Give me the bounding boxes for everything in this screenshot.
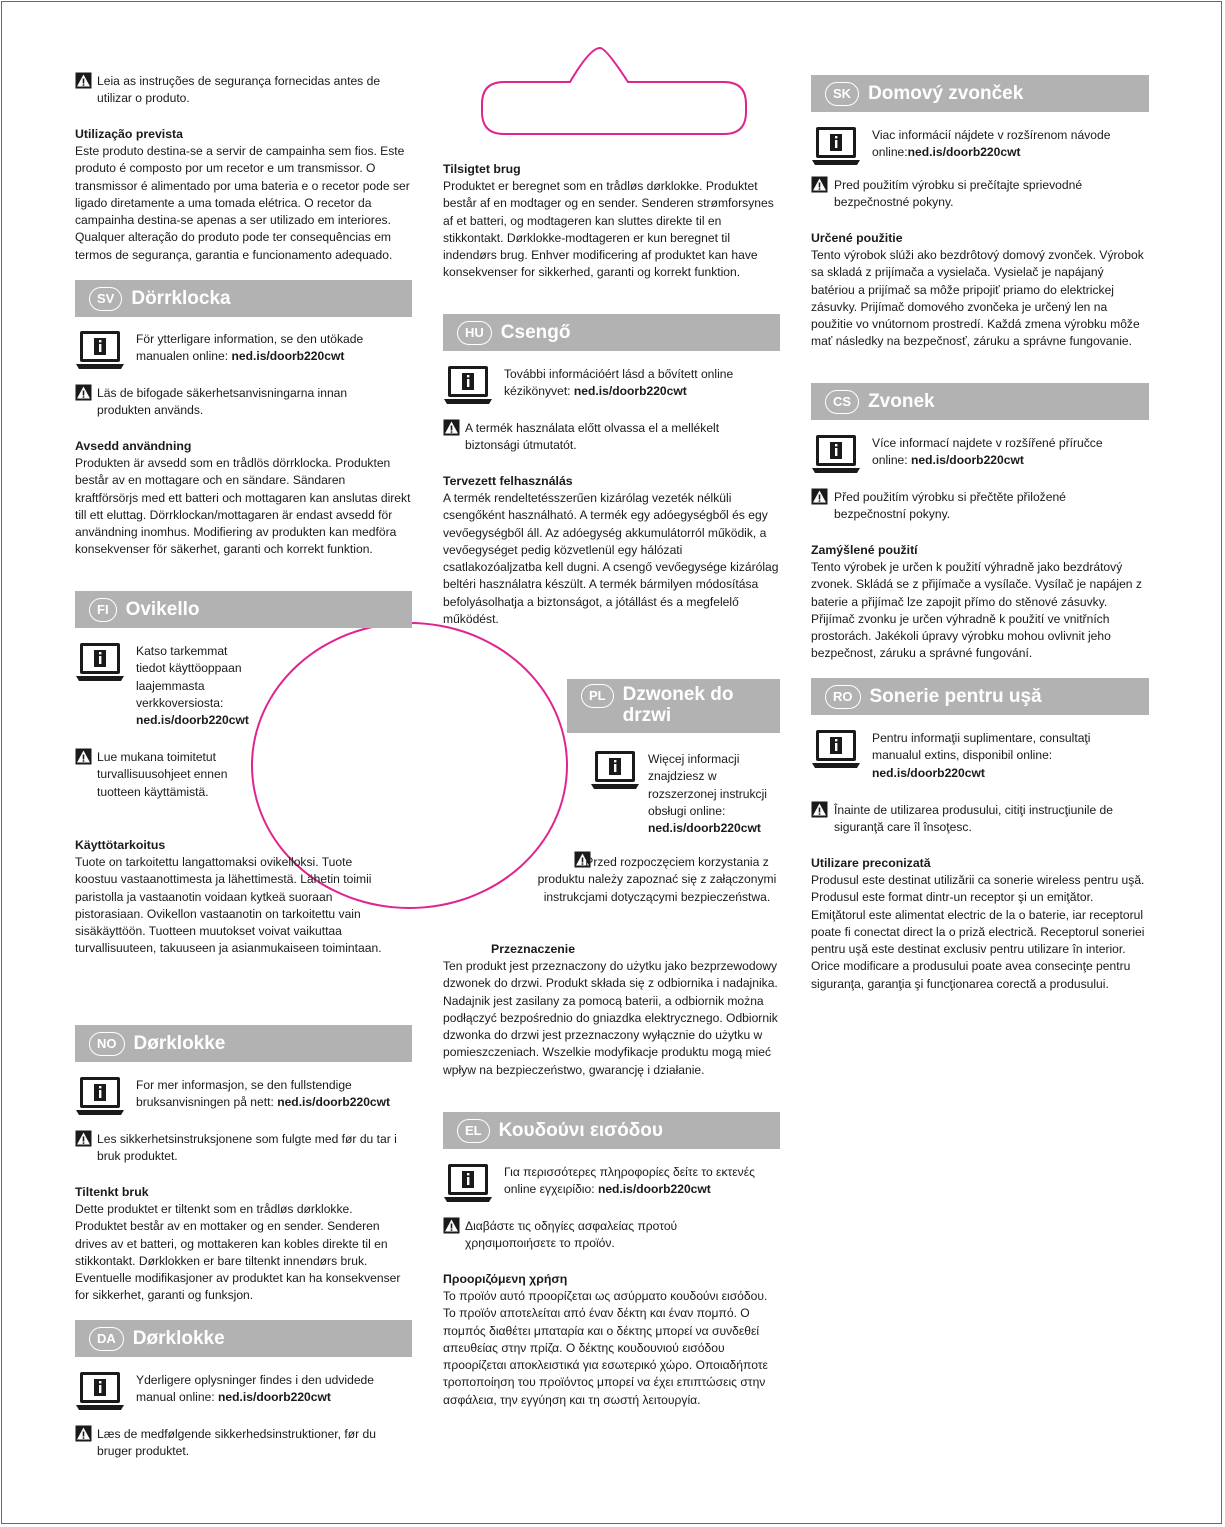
fi-intended-heading: Käyttötarkoitus xyxy=(75,838,166,852)
warning-icon xyxy=(811,176,828,193)
section-header-ro xyxy=(811,678,1149,715)
sv-intended-heading: Avsedd användning xyxy=(75,439,192,453)
pl-intended-text: Ten produkt jest przeznaczony do użytku jako bezprzewodowy dzwonek do drzwi. Produkt składa się z odbiornika i nadajnika. Nadajnik jest zasilany za pomocą baterii, a odbiornik można podłączyć bezpośrednio do gniazdka elektrycznego. Odbiornik dzwonka do drzwi jest przeznaczony wyłącznie do użytku w pomieszczeniach. Wszelkie modyfikacje produktu mogą mieć wpływ na bezpieczeństwo, gwarancję i działanie. xyxy=(443,959,778,1077)
section-header-sk xyxy=(811,75,1149,112)
language-badge-el: EL xyxy=(457,1119,490,1143)
section-header-cs xyxy=(811,383,1149,420)
el-intended-text: Το προϊόν αυτό προορίζεται ως ασύρματο κουδούνι εισόδου. Το προϊόν αποτελείται από έναν δέκτη και έναν πομπό. Ο πομπός διαθέτει μπαταρία και ο δέκτης μπορεί να συνδεθεί απευθείας στην πρίζα. Ο δέκτης κουδουνιού εισόδου προορίζεται αποκλειστικά για εσωτερικό χώρο. Οποιαδήποτε τροποποίηση του προϊόντος μπορεί να έχει επιπτώσεις στην ασφάλεια, την εγγύηση και τη σωστή λειτουργία. xyxy=(443,1289,768,1407)
warning-icon xyxy=(443,419,460,436)
sv-warning-text: Läs de bifogade säkerhetsanvisningarna innan produkten används. xyxy=(97,386,348,418)
manual-link[interactable]: ned.is/doorb220cwt xyxy=(136,713,249,728)
manual-link[interactable]: ned.is/doorb220cwt xyxy=(872,765,985,780)
section-title-hu: Csengő xyxy=(500,322,571,343)
section-title-sv: Dörrklocka xyxy=(131,288,231,309)
section-header-hu xyxy=(443,314,780,351)
language-badge-hu: HU xyxy=(457,321,492,345)
hanger-cutout-outline xyxy=(478,44,750,140)
cs-info-text: Více informací najdete v rozšířené příručce online: ned.is/doorb220cwt xyxy=(872,436,1103,468)
language-badge-no: NO xyxy=(89,1032,125,1056)
el-info-text: Για περισσότερες πληροφορίες δείτε το εκτενές online εγχειρίδιο: ned.is/doorb220cwt xyxy=(504,1165,755,1197)
warning-icon xyxy=(811,488,828,505)
pt-intended-text: Este produto destina-se a servir de campainha sem fios. Este produto é composto por um recetor e um transmissor. O transmissor é alimentado por uma bateria e o recetor pode ser ligado diretamente a uma tomada elétrica. O recetor da campainha destina-se apenas a ser utilizado em interiores. Qualquer alteração do produto pode ter consequências em termos de segurança, garantia e funcionamento adequado. xyxy=(75,144,410,262)
da-info-text: Yderligere oplysninger findes i den udvidede manual online: ned.is/doorb220cwt xyxy=(136,1373,375,1405)
laptop-info-icon xyxy=(590,748,640,792)
section-title-ro: Sonerie pentru uşă xyxy=(869,686,1042,707)
language-badge-pl: PL xyxy=(581,684,614,708)
no-intended-text: Dette produktet er tiltenkt som en trådløs dørklokke. Produktet består av en mottaker og en sender. Senderen drives av et batteri, og mottakeren kan kobles direkte til en stikkontakt. Dørklokken er bare tiltenkt innendørs bruk. Eventuelle modifikasjoner av produktet kan ha konsekvenser for sikkerhet, garanti og funksjon. xyxy=(75,1202,401,1303)
el-warning-text: Διαβάστε τις οδηγίες ασφαλείας προτού χρησιμοποιήσετε το προϊόν. xyxy=(465,1219,678,1251)
warning-icon xyxy=(75,1425,92,1442)
warning-icon xyxy=(75,384,92,401)
no-intended-heading: Tiltenkt bruk xyxy=(75,1185,149,1199)
cs-intended-heading: Zamýšlené použití xyxy=(811,543,918,557)
warning-icon xyxy=(811,801,828,818)
manual-link[interactable]: ned.is/doorb220cwt xyxy=(573,384,687,399)
manual-link[interactable]: ned.is/doorb220cwt xyxy=(231,349,345,364)
manual-link[interactable]: ned.is/doorb220cwt xyxy=(907,145,1021,160)
fi-warning-text: Lue mukana toimitetut turvallisuusohjeet ennen tuotteen käyttämistä. xyxy=(97,750,228,799)
section-header-pl xyxy=(567,679,780,733)
ro-warning-text: Înainte de utilizarea produsului, citiţi instrucţiunile de siguranţă care îl însoţesc. xyxy=(834,803,1113,835)
section-title-el: Κουδούνι εισόδου xyxy=(498,1120,663,1141)
hu-warning-text: A termék használata előtt olvassa el a mellékelt biztonsági útmutatót. xyxy=(465,421,720,453)
fi-info-text: Katso tarkemmat tiedot käyttöoppaan laajemmasta verkkoversiosta: ned.is/doorb220cwt xyxy=(136,644,249,728)
pl-intended-heading: Przeznaczenie xyxy=(491,942,576,956)
pt-intended-heading: Utilização prevista xyxy=(75,127,183,141)
section-title-sk: Domový zvonček xyxy=(868,83,1024,104)
laptop-info-icon xyxy=(443,1161,493,1205)
pl-info-text: Więcej informacji znajdziesz w rozszerzonej instrukcji obsługi online: ned.is/doorb220cwt xyxy=(648,752,767,836)
warning-icon xyxy=(75,748,92,765)
manual-link[interactable]: ned.is/doorb220cwt xyxy=(277,1095,391,1110)
section-header-fi xyxy=(75,591,412,628)
sk-info-text: Viac informácií nájdete v rozšírenom návode online:ned.is/doorb220cwt xyxy=(872,128,1111,160)
manual-link[interactable]: ned.is/doorb220cwt xyxy=(218,1390,331,1405)
section-header-no xyxy=(75,1025,412,1062)
sk-intended-heading: Určené použitie xyxy=(811,231,903,245)
laptop-info-icon xyxy=(811,124,861,168)
hu-intended-heading: Tervezett felhasználás xyxy=(443,474,573,488)
language-badge-ro: RO xyxy=(825,685,861,709)
cs-intended-text: Tento výrobek je určen k použití výhradně jako bezdrátový zvonek. Skládá se z přijímače a vysílače. Vysílač je napájen z baterie a přijímač lze zapojit přímo do stěnové zásuvky. Přijímač zvonku je určen výhradně k použití ve vnitřních prostorách. Jakékoli úpravy výrobku mohou ovlivnit jeho bezpečnost, záruku a správné fungování. xyxy=(811,560,1142,661)
section-header-da xyxy=(75,1320,412,1357)
sk-warning-text: Pred použitím výrobku si prečítajte sprievodné bezpečnostné pokyny. xyxy=(834,178,1083,210)
ro-info-text: Pentru informaţii suplimentare, consultaţi manualul extins, disponibil online: ned.is/doorb220cwt xyxy=(872,731,1091,780)
laptop-info-icon xyxy=(75,328,125,372)
cs-warning-text: Před použitím výrobku si přečtěte přiložené bezpečnostní pokyny. xyxy=(834,490,1066,522)
section-title-no: Dørklokke xyxy=(133,1033,226,1054)
laptop-info-icon xyxy=(811,727,861,771)
warning-icon xyxy=(75,72,92,89)
sv-intended-text: Produkten är avsedd som en trådlös dörrklocka. Produkten består av en mottagare och en sändare. Sändaren kraftförsörjs med ett batteri och mottagaren kan anslutas direkt till ett eluttag. Dörrklockan/mottagaren är endast avsedd för användning inomhus. Modifiering av produkten kan medföra konsekvenser för säkerhet, garanti och korrekt funktion. xyxy=(75,456,411,557)
section-title-cs: Zvonek xyxy=(868,391,935,412)
da-warning-text: Læs de medfølgende sikkerhedsinstruktioner, før du bruger produktet. xyxy=(97,1427,376,1459)
ro-intended-text: Produsul este destinat utilizării ca sonerie wireless pentru uşă. Produsul este format dintr-un receptor şi un emiţător. Emiţătorul este alimentat electric de la o baterie, iar receptorul poate fi conectat direct la o priză electrică. Receptorul soneriei pentru uşă este destinat exclusiv pentru utilizare în interior. Orice modificare a produsului poate avea consecinţe pentru siguranţa, garanţia şi funcţionarea corectă a produsului. xyxy=(811,873,1145,991)
laptop-info-icon xyxy=(75,1074,125,1118)
da-intended-heading: Tilsigtet brug xyxy=(443,162,521,176)
section-title-pl: Dzwonek do drzwi xyxy=(622,684,734,726)
language-badge-cs: CS xyxy=(825,390,859,414)
sk-intended-text: Tento výrobok slúži ako bezdrôtový domový zvonček. Výrobok sa skladá z prijímača a vysielača. Vysielač je napájaný batériou a prijímač sa môže pripojiť priamo do elektrickej zásuvky. Prijímač domového zvončeka je určený len na použitie vo vnútornom prostredí. Každá zmena výrobku môže mať následky na bezpečnosť, záruku a správne fungovanie. xyxy=(811,248,1144,349)
language-badge-sk: SK xyxy=(825,82,859,106)
warning-icon xyxy=(75,1130,92,1147)
language-badge-fi: FI xyxy=(89,598,117,622)
section-title-fi: Ovikello xyxy=(125,599,200,620)
manual-link[interactable]: ned.is/doorb220cwt xyxy=(911,453,1024,468)
hu-intended-text: A termék rendeltetésszerűen kizárólag vezeték nélküli csengőként használható. A termék egy adóegységből és egy vevőegységből áll. Az adóegység akkumulátorról működik, a vevőegységet pedig közvetlenül egy hálózati csatlakozóaljzatba kell dugni. A csengő vevőegysége kizárólag beltéri használatra készült. A termék bármilyen módosítása befolyásolhatja a biztonságot, a jótállást és a megfelelő működést. xyxy=(443,491,779,627)
manual-link[interactable]: ned.is/doorb220cwt xyxy=(597,1182,711,1197)
da-intended-text: Produktet er beregnet som en trådløs dørklokke. Produktet består af en modtager og en sender. Senderen strømforsynes af et batteri, og modtageren kan sluttes direkte til en stikkontakt. Dørklokke-modtageren er kun beregnet til indendørs brug. Enhver modificering af produktet kan have konsekvenser for sikkerhed, garanti og korrekt funktion. xyxy=(443,179,774,280)
fi-intended-text: Tuote on tarkoitettu langattomaksi ovikelloksi. Tuote koostuu vastaanottimesta ja lähettimestä. Lähetin toimii paristolla ja vastaanotin voidaan kytkeä suoraan pistorasiaan. Ovikellon vastaanotin on tarkoitettu vain sisäkäyttöön. Tuotteen muutokset voivat vaikuttaa turvallisuuteen, takuuseen ja asianmukaiseen toimintaan. xyxy=(75,855,382,956)
laptop-info-icon xyxy=(75,640,125,684)
section-header-el xyxy=(443,1112,780,1149)
hu-info-text: További információért lásd a bővített online kézikönyvet: ned.is/doorb220cwt xyxy=(504,367,734,399)
laptop-info-icon xyxy=(75,1369,125,1413)
laptop-info-icon xyxy=(811,432,861,476)
pl-warning-text: Przed rozpoczęciem korzystania z produktu należy zapoznać się z załączonymi instrukcjami dotyczącymi bezpieczeństwa. xyxy=(537,855,777,904)
section-title-da: Dørklokke xyxy=(132,1328,225,1349)
language-badge-sv: SV xyxy=(89,287,122,311)
manual-link[interactable]: ned.is/doorb220cwt xyxy=(648,821,761,836)
el-intended-heading: Προοριζόμενη χρήση xyxy=(443,1272,568,1286)
ro-intended-heading: Utilizare preconizată xyxy=(811,856,931,870)
language-badge-da: DA xyxy=(89,1327,124,1351)
laptop-info-icon xyxy=(443,363,493,407)
no-warning-text: Les sikkerhetsinstruksjonene som fulgte med før du tar i bruk produktet. xyxy=(97,1132,397,1164)
pt-warning-text: Leia as instruções de segurança fornecidas antes de utilizar o produto. xyxy=(97,74,381,106)
warning-icon xyxy=(443,1217,460,1234)
no-info-text: For mer informasjon, se den fullstendige bruksanvisningen på nett: ned.is/doorb220cwt xyxy=(136,1078,391,1110)
section-header-sv xyxy=(75,280,412,317)
sv-info-text: För ytterligare information, se den utökade manualen online: ned.is/doorb220cwt xyxy=(136,332,364,364)
